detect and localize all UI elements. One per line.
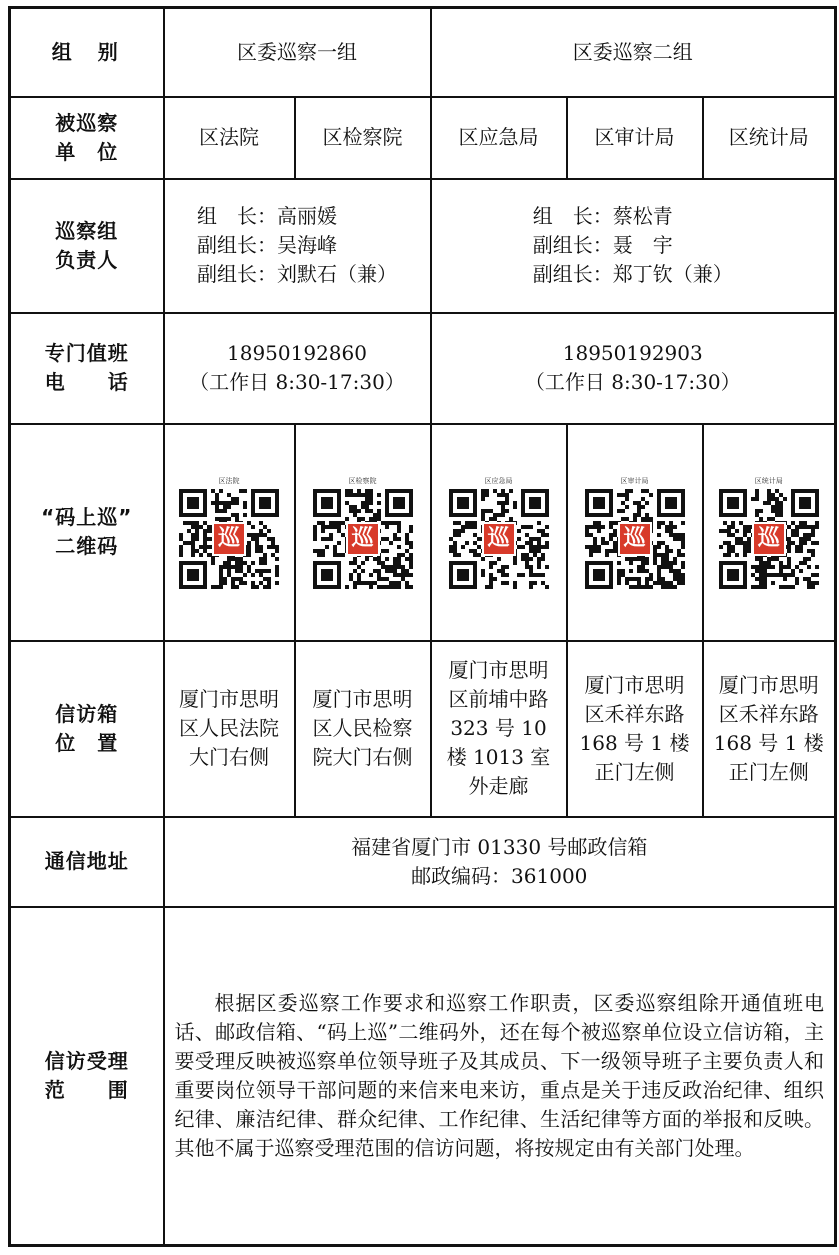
inspection-info-table	[8, 6, 837, 1247]
qr-label: 区应急局	[484, 476, 513, 485]
mailbox-emergency: 厦门市思明区前埔中路 323 号 10 楼 1013 室外走廊	[431, 641, 567, 817]
mail-address	[164, 817, 836, 907]
qr-label: 区检察院	[348, 476, 377, 485]
inspection-logo-icon: 巡	[346, 522, 380, 556]
mailbox-audit: 厦门市思明区禾祥东路 168 号 1 楼正门左侧	[567, 641, 703, 817]
header-address: 通信地址	[10, 817, 164, 907]
row-group	[10, 8, 836, 97]
phone-number: 18950192860	[227, 341, 367, 365]
qr-code[interactable]	[719, 489, 819, 589]
inspection-logo-icon: 巡	[752, 522, 786, 556]
mail-address-line1: 福建省厦门市 01330 号邮政信箱	[351, 834, 648, 859]
phone-number: 18950192903	[562, 341, 703, 365]
group-2-leaders	[431, 179, 836, 313]
qr-code[interactable]	[449, 489, 549, 589]
group-1-leaders	[164, 179, 431, 313]
leader-line: 组 长：蔡松青	[532, 204, 673, 228]
row-hotline	[10, 313, 836, 424]
row-address	[10, 817, 836, 907]
row-scope	[10, 907, 836, 1246]
qr-cell	[295, 424, 431, 641]
mailbox-statistics: 厦门市思明区禾祥东路 168 号 1 楼正门左侧	[703, 641, 836, 817]
leader-line: 副组长：聂 宇	[532, 233, 673, 257]
qr-cell	[164, 424, 295, 641]
leader-line: 副组长：吴海峰	[197, 233, 337, 257]
qr-label: 区审计局	[620, 476, 649, 485]
row-qrcode	[10, 424, 836, 641]
leader-line: 副组长：刘默石（兼）	[197, 262, 397, 286]
header-group: 组别	[10, 8, 164, 97]
group-1-hotline	[164, 313, 431, 424]
postal-code: 邮政编码：361000	[411, 863, 588, 888]
header-qrcode: “码上巡” 二维码	[10, 424, 164, 641]
unit-court: 区法院	[164, 97, 295, 179]
group-2-name: 区委巡察二组	[431, 8, 836, 97]
row-mailbox	[10, 641, 836, 817]
inspection-logo-icon: 巡	[618, 522, 652, 556]
qr-code[interactable]	[179, 489, 279, 589]
leader-line: 副组长：郑丁钦（兼）	[532, 262, 733, 286]
unit-audit: 区审计局	[567, 97, 703, 179]
qr-label: 区法院	[218, 476, 240, 485]
unit-procuratorate: 区检察院	[295, 97, 431, 179]
row-leaders	[10, 179, 836, 313]
inspection-logo-icon: 巡	[482, 522, 516, 556]
header-mailbox: 信访箱 位 置	[10, 641, 164, 817]
qr-code[interactable]	[313, 489, 413, 589]
group-1-name: 区委巡察一组	[164, 8, 431, 97]
leader-line: 组 长：高丽媛	[197, 204, 337, 228]
unit-statistics: 区统计局	[703, 97, 836, 179]
inspection-logo-icon: 巡	[212, 522, 246, 556]
header-leader: 巡察组 负责人	[10, 179, 164, 313]
working-hours: （工作日 8:30-17:30）	[524, 370, 741, 394]
mailbox-procuratorate: 厦门市思明区人民检察院大门右侧	[295, 641, 431, 817]
group-2-hotline	[431, 313, 836, 424]
working-hours: （工作日 8:30-17:30）	[189, 370, 405, 394]
qr-label: 区统计局	[754, 476, 783, 485]
header-inspected-unit: 被巡察 单 位	[10, 97, 164, 179]
qr-cell	[567, 424, 703, 641]
qr-code[interactable]	[585, 489, 685, 589]
unit-emergency: 区应急局	[431, 97, 567, 179]
row-inspected-unit	[10, 97, 836, 179]
mailbox-court: 厦门市思明区人民法院大门右侧	[164, 641, 295, 817]
header-scope: 信访受理 范 围	[10, 907, 164, 1246]
scope-text: 根据区委巡察工作要求和巡察工作职责，区委巡察组除开通值班电话、邮政信箱、“码上巡”二维码外，还在每个被巡察单位设立信访箱，主要受理反映被巡察单位领导班子及其成员、下一级领导班子主要负责人和重要岗位领导干部问题的来信来电来访，重点是关于违反政治纪律、组织纪律、廉洁纪律、群众纪律、工作纪律、生活纪律等方面的举报和反映。其他不属于巡察受理范围的信访问题，将按规定由有关部门处理。	[164, 907, 836, 1246]
header-hotline: 专门值班 电 话	[10, 313, 164, 424]
qr-cell	[431, 424, 567, 641]
qr-cell	[703, 424, 836, 641]
